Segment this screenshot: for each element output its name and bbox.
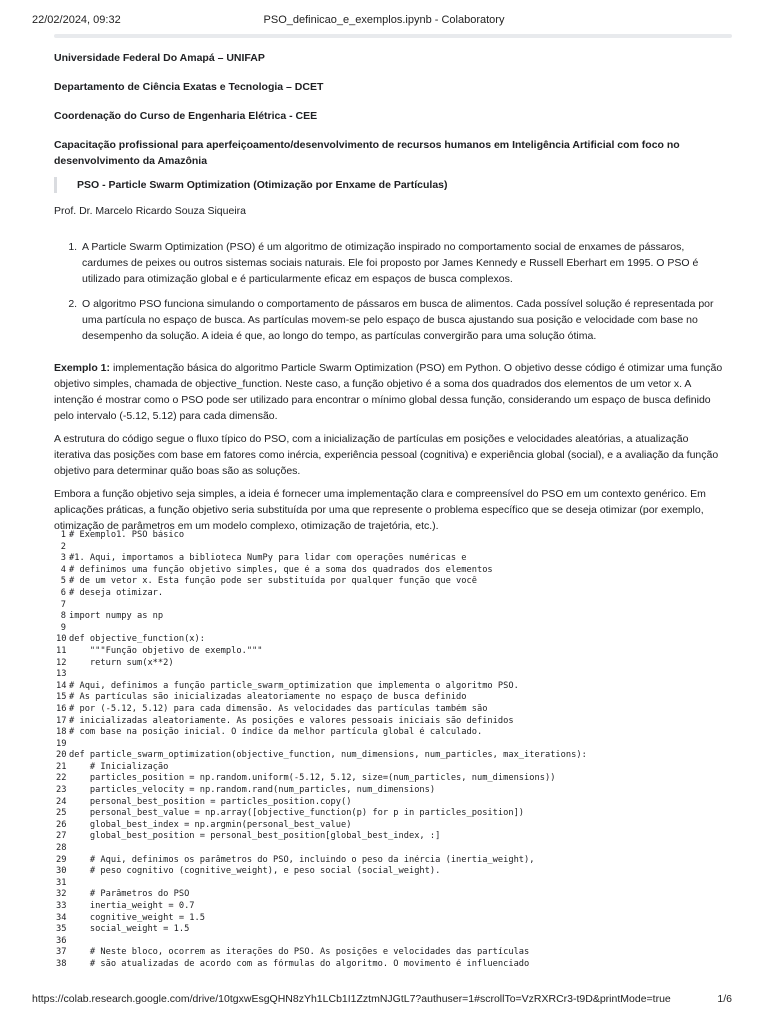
code-text: # definimos uma função objetivo simples, que é a soma dos quadrados dos elementos	[69, 564, 493, 575]
line-number: 9	[60, 622, 66, 633]
code-structure-paragraph: A estrutura do código segue o fluxo típico do PSO, com a inicialização de partículas em posições e velocidades aleatórias, a atualização iterativa das posições com base em fatores como inércia, experiência pessoal (cognitiva) e experiência global (social), e a avaliação da função objetivo para determinar quão boas são as soluções.	[54, 433, 719, 477]
code-line	[56, 681, 728, 693]
code-text: # deseja otimizar.	[69, 587, 164, 598]
code-text	[69, 669, 728, 681]
line-number: 15	[56, 692, 67, 703]
code-text: social_weight = 1.5	[69, 924, 190, 935]
list-item: 2. O algoritmo PSO funciona simulando o comportamento de pássaros em busca de alimentos. Cada possível solução é representada por uma partícula no espaço de busca. As partículas movem-se pelo espaço de busca ajustando sua posição e velocidade com base no desempenho da solução. A ideia é que, ao longo do tempo, as partículas convergirão para uma solução ótima.	[80, 296, 724, 344]
code-line	[56, 623, 728, 635]
code-line	[56, 576, 728, 588]
example-intro-paragraph	[54, 360, 724, 424]
code-line	[56, 530, 728, 542]
code-line	[56, 808, 728, 820]
line-number: 6	[60, 587, 66, 598]
code-line	[56, 658, 728, 670]
line-number: 7	[60, 599, 66, 610]
line-number: 22	[56, 773, 67, 784]
code-text: # Neste bloco, ocorrem as iterações do PSO. As posições e velocidades das partículas	[69, 947, 530, 958]
university-heading: Universidade Federal Do Amapá – UNIFAP	[54, 52, 265, 64]
line-number: 14	[56, 680, 67, 691]
print-datetime: 22/02/2024, 09:32	[32, 14, 121, 26]
code-line	[56, 855, 728, 867]
code-line	[56, 901, 728, 913]
code-line	[56, 646, 728, 658]
code-text: # Inicialização	[69, 761, 169, 772]
example-description: implementação básica do algoritmo Particle Swarm Optimization (PSO) em Python. O objetivo desse código é otimizar uma função objetivo simples, chamada de objective_function. Neste caso, a função objetivo é a soma dos quadrados dos elementos de um vetor x. A intenção é mostrar como o PSO pode ser utilizado para encontrar o mínimo global dessa função, considerando um espaço de busca definido pelo intervalo (-5.12, 5.12) para cada dimensão.	[54, 362, 723, 422]
code-line	[56, 924, 728, 936]
print-document-title: PSO_definicao_e_exemplos.ipynb - Colaboratory	[263, 14, 505, 26]
applications-paragraph: Embora a função objetivo seja simples, a ideia é fornecer uma implementação clara e compreensível do PSO em um contexto genérico. Em aplicações práticas, a função objetivo seria substituída por uma que represente o problema específico que se deseja otimizar (por exemplo, otimização de parâmetros em um modelo complexo, otimização de trajetória, etc.).	[54, 488, 706, 532]
code-text: inertia_weight = 0.7	[69, 901, 195, 911]
code-text: global_best_index = np.argmin(personal_best_value)	[69, 819, 352, 830]
code-text: # As partículas são inicializadas aleatoriamente no espaço de busca definido	[69, 692, 467, 703]
code-line	[56, 600, 728, 612]
code-text: #1. Aqui, importamos a biblioteca NumPy para lidar com operações numéricas e	[69, 553, 467, 564]
code-line	[56, 704, 728, 716]
list-item: 1. A Particle Swarm Optimization (PSO) é um algoritmo de otimização inspirado no comportamento social de enxames de pássaros, cardumes de peixes ou outros sistemas sociais naturais. Ele foi proposto por James Kennedy e Russell Eberhart em 1995. O PSO é utilizado para otimização global e é particularmente eficaz em espaços de busca complexos.	[80, 239, 724, 287]
code-text	[69, 739, 728, 751]
code-line	[56, 959, 728, 971]
professor-name: Prof. Dr. Marcelo Ricardo Souza Siqueira	[54, 205, 246, 217]
code-line	[56, 878, 728, 890]
code-line	[56, 785, 728, 797]
line-number: 13	[56, 669, 67, 680]
line-number: 31	[56, 877, 67, 888]
code-line	[56, 797, 728, 809]
line-number: 3	[60, 553, 66, 564]
code-text: # Aqui, definimos a função particle_swarm_optimization que implementa o algoritmo PSO.	[69, 680, 519, 691]
code-line	[56, 773, 728, 785]
notebook-text-cells	[54, 50, 724, 541]
code-line	[56, 553, 728, 565]
line-number: 27	[56, 831, 67, 842]
code-text: def particle_swarm_optimization(objective_function, num_dimensions, num_particles, max_iterations):	[69, 750, 587, 761]
line-number: 12	[56, 657, 67, 668]
code-text: def objective_function(x):	[69, 634, 205, 645]
line-number: 34	[56, 912, 67, 923]
code-text: cognitive_weight = 1.5	[69, 912, 205, 923]
coordination-heading: Coordenação do Curso de Engenharia Elétrica - CEE	[54, 110, 318, 122]
page-number: 1/6	[717, 993, 732, 1005]
code-text: # Aqui, definimos os parâmetros do PSO, incluindo o peso da inércia (inertia_weight),	[69, 854, 535, 865]
code-line	[56, 750, 728, 762]
code-text: personal_best_value = np.array([objective_function(p) for p in particles_position])	[69, 808, 525, 819]
line-number: 26	[56, 819, 67, 830]
line-number: 33	[56, 901, 67, 911]
line-number: 21	[56, 761, 67, 772]
code-line	[56, 727, 728, 739]
line-number: 5	[60, 576, 66, 587]
line-number: 19	[56, 738, 67, 749]
print-footer	[32, 993, 732, 1009]
code-text: """Função objetivo de exemplo."""	[69, 645, 263, 656]
code-line	[56, 831, 728, 843]
code-text: particles_velocity = np.random.rand(num_particles, num_dimensions)	[69, 785, 436, 796]
code-text: # inicializadas aleatoriamente. As posições e valores pessoais iniciais são definidos	[69, 715, 514, 726]
code-line	[56, 947, 728, 959]
header-divider	[54, 34, 732, 38]
line-number: 20	[56, 750, 67, 761]
code-cell	[56, 530, 728, 971]
line-number: 35	[56, 924, 67, 935]
line-number: 30	[56, 866, 67, 877]
code-text: global_best_position = personal_best_position[global_best_index, :]	[69, 831, 441, 842]
code-text: # peso cognitivo (cognitive_weight), e peso social (social_weight).	[69, 866, 441, 877]
code-text: # são atualizadas de acordo com as fórmulas do algoritmo. O movimento é influenciado	[69, 958, 530, 969]
code-text: return sum(x**2)	[69, 657, 174, 668]
code-line	[56, 716, 728, 728]
code-line	[56, 588, 728, 600]
line-number: 11	[56, 645, 67, 656]
print-header	[32, 14, 736, 32]
pso-title-quote: PSO - Particle Swarm Optimization (Otimização por Enxame de Partículas)	[54, 177, 724, 193]
line-number: 32	[56, 889, 67, 900]
code-text: # Exemplo1. PSO básico	[69, 530, 185, 540]
code-line	[56, 611, 728, 623]
code-line	[56, 866, 728, 878]
line-number: 1	[60, 530, 66, 540]
line-number: 18	[56, 727, 67, 738]
line-number: 24	[56, 796, 67, 807]
code-line	[56, 843, 728, 855]
code-text: # Parâmetros do PSO	[69, 889, 190, 900]
code-text: # por (-5.12, 5.12) para cada dimensão. As velocidades das partículas também são	[69, 703, 488, 714]
code-line	[56, 669, 728, 681]
code-line	[56, 889, 728, 901]
line-number: 23	[56, 785, 67, 796]
line-number: 10	[56, 634, 67, 645]
line-number: 29	[56, 854, 67, 865]
line-number: 2	[60, 541, 66, 552]
code-line	[56, 542, 728, 554]
code-text: # com base na posição inicial. O índice da melhor partícula global é calculado.	[69, 727, 483, 738]
code-text	[69, 600, 728, 612]
code-line	[56, 634, 728, 646]
code-line	[56, 739, 728, 751]
line-number: 37	[56, 947, 67, 958]
line-number: 28	[56, 843, 67, 854]
code-line	[56, 913, 728, 925]
code-text: personal_best_position = particles_position.copy()	[69, 796, 352, 807]
line-number: 25	[56, 808, 67, 819]
code-text	[69, 623, 728, 635]
print-url: https://colab.research.google.com/drive/10tgxwEsgQHN8zYh1LCb1I1ZztmNJGtL7?authuser=1#scrollTo=VzRXRCr3-t9D&printMode=true	[32, 993, 671, 1005]
code-text: # de um vetor x. Esta função pode ser substituída por qualquer função que você	[69, 576, 477, 587]
line-number: 8	[60, 611, 66, 622]
code-text	[69, 542, 728, 554]
code-text: import numpy as np	[69, 611, 164, 622]
line-number: 16	[56, 703, 67, 714]
code-line	[56, 692, 728, 704]
code-line	[56, 820, 728, 832]
code-text	[69, 843, 728, 855]
line-number: 17	[56, 715, 67, 726]
pso-definition-list	[54, 239, 724, 344]
line-number: 36	[56, 935, 67, 946]
code-line	[56, 762, 728, 774]
code-text: particles_position = np.random.uniform(-5.12, 5.12, size=(num_particles, num_dimensions))	[69, 773, 556, 784]
code-line	[56, 936, 728, 948]
code-text	[69, 936, 728, 948]
training-heading: Capacitação profissional para aperfeiçoamento/desenvolvimento de recursos humanos em Inteligência Artificial com foco no desenvolvimento da Amazônia	[54, 139, 680, 167]
line-number: 38	[56, 958, 67, 969]
line-number: 4	[60, 564, 66, 575]
department-heading: Departamento de Ciência Exatas e Tecnologia – DCET	[54, 81, 324, 93]
example-label: Exemplo 1:	[54, 362, 111, 374]
code-line	[56, 565, 728, 577]
code-text	[69, 878, 728, 890]
